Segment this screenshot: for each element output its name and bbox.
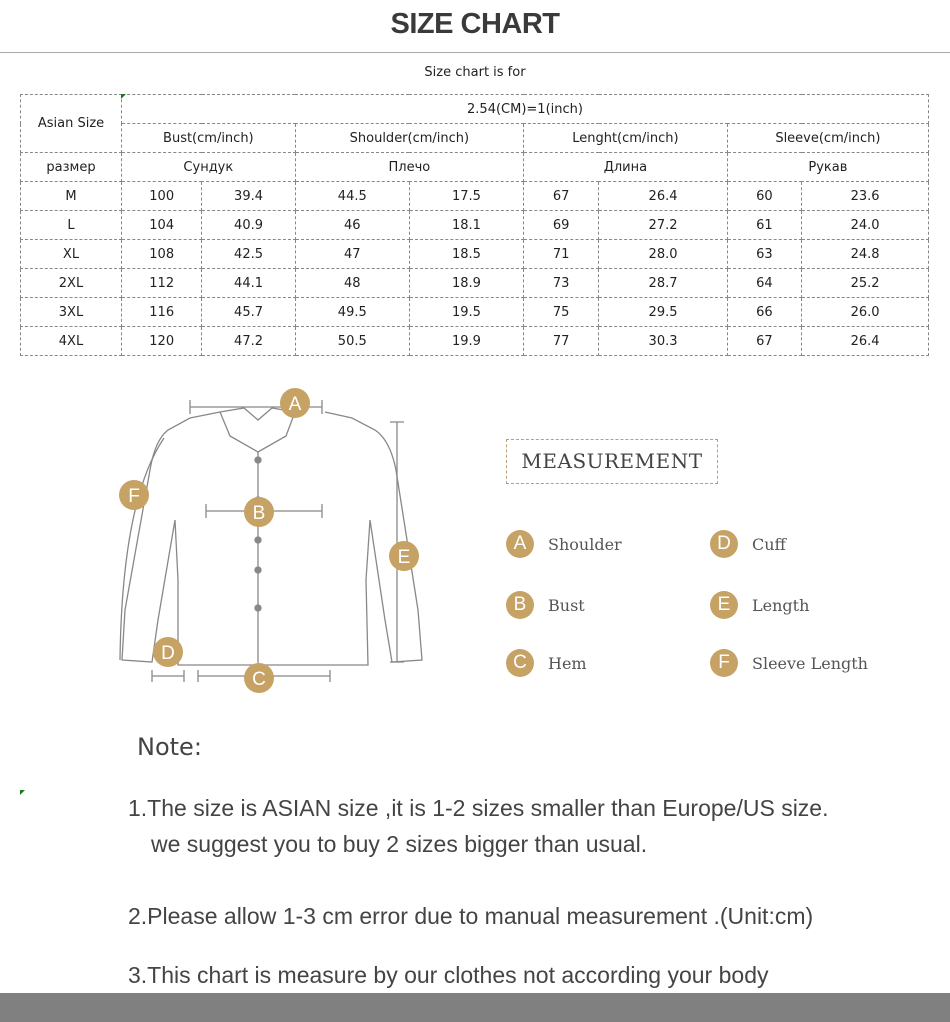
legend-item [710, 649, 868, 677]
note-heading: Note: [137, 733, 202, 761]
cell-marker [20, 790, 25, 795]
column-header-ru: Рукав [727, 153, 928, 182]
table-cell: 73 [524, 269, 599, 298]
legend-item [710, 591, 809, 619]
legend-key-badge: E [710, 591, 738, 619]
table-cell: L [21, 211, 122, 240]
note-line: 1.The size is ASIAN size ,it is 1-2 sizes smaller than Europe/US size. [128, 795, 829, 821]
table-cell: 108 [122, 240, 202, 269]
table-row [21, 298, 929, 327]
table-cell: 28.7 [599, 269, 727, 298]
table-row [21, 327, 929, 356]
table-cell: 18.5 [409, 240, 523, 269]
table-cell: 19.9 [409, 327, 523, 356]
svg-text:C: C [252, 669, 266, 690]
table-cell: 47.2 [202, 327, 295, 356]
table-cell: 64 [727, 269, 801, 298]
table-cell: 120 [122, 327, 202, 356]
cell-marker [121, 94, 126, 99]
conversion: 2.54(CM)=1(inch) [122, 95, 929, 124]
table-cell: 116 [122, 298, 202, 327]
legend-label: Cuff [752, 534, 786, 554]
table-cell: 25.2 [802, 269, 929, 298]
legend-key-badge: F [710, 649, 738, 677]
note-line: 2.Please allow 1-3 cm error due to manual measurement .(Unit:cm) [128, 903, 814, 929]
table-cell: 18.9 [409, 269, 523, 298]
table-cell: 28.0 [599, 240, 727, 269]
table-cell: 67 [524, 182, 599, 211]
svg-text:A: A [288, 394, 302, 415]
table-cell: 4XL [21, 327, 122, 356]
table-cell: 29.5 [599, 298, 727, 327]
column-header: Lenght(cm/inch) [524, 124, 728, 153]
legend-label: Length [752, 595, 810, 615]
svg-text:B: B [252, 503, 266, 524]
table-cell: 61 [727, 211, 801, 240]
table-cell: 39.4 [202, 182, 295, 211]
table-cell: 77 [524, 327, 599, 356]
table-cell: 24.8 [802, 240, 929, 269]
note-line: we suggest you to buy 2 sizes bigger than usual. [151, 831, 648, 857]
divider [0, 52, 950, 53]
legend-key-badge: B [506, 591, 534, 619]
legend-key-badge: D [710, 530, 738, 558]
size-header-ru: размер [21, 153, 122, 182]
column-header: Sleeve(cm/inch) [727, 124, 928, 153]
table-cell: 47 [295, 240, 409, 269]
table-cell: 48 [295, 269, 409, 298]
svg-text:D: D [161, 643, 175, 664]
table-cell: 17.5 [409, 182, 523, 211]
measurement-title: MEASUREMENT [506, 439, 718, 484]
column-header-ru: Сундук [122, 153, 296, 182]
table-cell: 66 [727, 298, 801, 327]
table-cell: 67 [727, 327, 801, 356]
table-cell: 45.7 [202, 298, 295, 327]
table-cell: 42.5 [202, 240, 295, 269]
table-cell: 3XL [21, 298, 122, 327]
table-cell: M [21, 182, 122, 211]
column-header-ru: Длина [524, 153, 728, 182]
table-row [21, 182, 929, 211]
table-row [21, 211, 929, 240]
table-cell: 18.1 [409, 211, 523, 240]
bottom-bar [0, 993, 950, 1022]
legend-item [506, 649, 587, 677]
column-header: Shoulder(cm/inch) [295, 124, 523, 153]
legend-label: Shoulder [548, 534, 622, 554]
table-cell: 100 [122, 182, 202, 211]
table-cell: 50.5 [295, 327, 409, 356]
legend-key-badge: A [506, 530, 534, 558]
table-cell: 44.5 [295, 182, 409, 211]
legend-item [506, 591, 585, 619]
table-cell: 26.0 [802, 298, 929, 327]
table-cell: 19.5 [409, 298, 523, 327]
table-cell: 60 [727, 182, 801, 211]
legend-label: Bust [548, 595, 585, 615]
table-cell: 44.1 [202, 269, 295, 298]
table-cell: 27.2 [599, 211, 727, 240]
table-cell: 2XL [21, 269, 122, 298]
note-line: 3.This chart is measure by our clothes not according your body [128, 962, 769, 988]
shirt-diagram [100, 380, 430, 700]
page-title: SIZE CHART [390, 8, 560, 40]
table-row [21, 240, 929, 269]
subtitle: Size chart is for [424, 65, 526, 80]
table-cell: 69 [524, 211, 599, 240]
table-cell: 23.6 [802, 182, 929, 211]
size-header: Asian Size [21, 95, 122, 153]
table-cell: 71 [524, 240, 599, 269]
table-cell: 40.9 [202, 211, 295, 240]
table-cell: XL [21, 240, 122, 269]
table-cell: 104 [122, 211, 202, 240]
svg-text:F: F [128, 486, 140, 507]
table-cell: 63 [727, 240, 801, 269]
table-cell: 26.4 [599, 182, 727, 211]
legend-label: Hem [548, 653, 587, 673]
table-cell: 112 [122, 269, 202, 298]
legend-item [710, 530, 786, 558]
legend-key-badge: C [506, 649, 534, 677]
table-cell: 26.4 [802, 327, 929, 356]
table-cell: 75 [524, 298, 599, 327]
column-header-ru: Плечо [295, 153, 523, 182]
column-header: Bust(cm/inch) [122, 124, 296, 153]
table-cell: 24.0 [802, 211, 929, 240]
size-table [20, 94, 929, 356]
table-row [21, 269, 929, 298]
table-cell: 46 [295, 211, 409, 240]
legend-label: Sleeve Length [752, 653, 868, 673]
svg-text:E: E [397, 547, 411, 568]
table-cell: 30.3 [599, 327, 727, 356]
table-cell: 49.5 [295, 298, 409, 327]
legend-item [506, 530, 622, 558]
